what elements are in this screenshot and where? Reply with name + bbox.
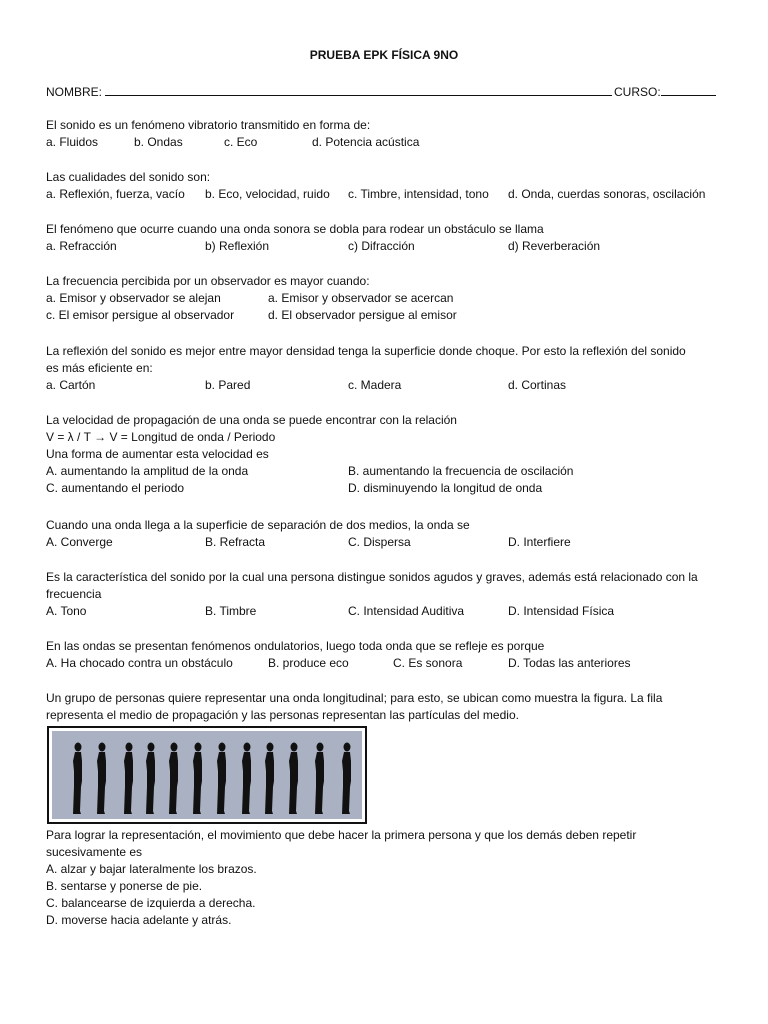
question-stem-line: Una forma de aumentar esta velocidad es (46, 447, 269, 461)
people-silhouettes (52, 731, 362, 819)
exam-title: PRUEBA EPK FÍSICA 9NO (309, 48, 459, 62)
question-stem: El fenómeno que ocurre cuando una onda sonora se dobla para rodear un obstáculo se llama (46, 222, 544, 236)
option-row (46, 480, 726, 497)
option-c: c) Difracción (348, 239, 415, 253)
person-silhouette (315, 743, 324, 815)
person-silhouette (242, 743, 251, 815)
option-b: b) Reflexión (205, 239, 270, 253)
option-a: a. Fluidos (46, 135, 99, 149)
course-blank-line (661, 83, 716, 96)
question-stem-line: es más eficiente en: (46, 361, 153, 375)
figure-background (52, 731, 362, 819)
option-c: C. Dispersa (348, 535, 411, 549)
option-row (46, 377, 726, 394)
question-10-intro (46, 690, 726, 724)
option-d: D. Intensidad Física (508, 604, 615, 618)
question-5 (46, 343, 726, 394)
option-b: B. sentarse y ponerse de pie. (46, 879, 203, 893)
question-3 (46, 221, 726, 255)
question-stem-line: Es la característica del sonido por la cual una persona distingue sonidos agudos y graves, además está relacionado con la (46, 570, 698, 584)
option-d: d) Reverberación (508, 239, 601, 253)
option-a: a. Reflexión, fuerza, vacío (46, 187, 185, 201)
option-a: A. Ha chocado contra un obstáculo (46, 656, 233, 670)
option-row (46, 238, 726, 255)
question-stem: La frecuencia percibida por un observador es mayor cuando: (46, 274, 370, 288)
option-a: a. Cartón (46, 378, 96, 392)
question-6 (46, 412, 726, 497)
question-2 (46, 169, 726, 203)
question-10 (46, 827, 726, 929)
question-4 (46, 273, 726, 324)
option-row (46, 463, 726, 480)
course-label: CURSO: (614, 85, 661, 99)
option-b: a. Emisor y observador se acercan (268, 291, 454, 305)
option-a: A. Tono (46, 604, 87, 618)
question-stem-line: Para lograr la representación, el movimiento que debe hacer la primera persona y que los demás deben repetir (46, 828, 637, 842)
question-stem-line: Un grupo de personas quiere representar una onda longitudinal; para esto, se ubican como muestra la figura. La fila (46, 691, 663, 705)
option-b: B. aumentando la frecuencia de oscilación (348, 464, 574, 478)
option-b: B. Refracta (205, 535, 266, 549)
person-silhouette (169, 743, 178, 815)
option-d: D. moverse hacia adelante y atrás. (46, 913, 232, 927)
question-stem-line: frecuencia (46, 587, 102, 601)
option-c: c. Eco (224, 135, 258, 149)
course-field (614, 83, 716, 101)
option-b: b. Eco, velocidad, ruido (205, 187, 330, 201)
option-c: c. Timbre, intensidad, tono (348, 187, 489, 201)
people-row-figure (47, 726, 367, 824)
question-9 (46, 638, 726, 672)
question-stem-line: sucesivamente es (46, 845, 143, 859)
person-silhouette (265, 743, 274, 815)
option-row (46, 186, 726, 203)
option-d: d. El observador persigue al emisor (268, 308, 457, 322)
student-info-line (46, 83, 726, 101)
question-stem-line: representa el medio de propagación y las personas representan las partículas del medio. (46, 708, 519, 722)
question-stem: Cuando una onda llega a la superficie de separación de dos medios, la onda se (46, 518, 470, 532)
person-silhouette (97, 743, 106, 815)
person-silhouette (342, 743, 351, 815)
option-row (46, 134, 726, 151)
option-d: d. Onda, cuerdas sonoras, oscilación (508, 187, 706, 201)
question-stem: El sonido es un fenómeno vibratorio transmitido en forma de: (46, 118, 371, 132)
option-d: D. Todas las anteriores (508, 656, 631, 670)
option-d: d. Cortinas (508, 378, 567, 392)
option-c: C. Es sonora (393, 656, 463, 670)
question-1 (46, 117, 726, 151)
option-c: C. balancearse de izquierda a derecha. (46, 896, 256, 910)
option-b: B. produce eco (268, 656, 349, 670)
name-blank-line (105, 83, 612, 96)
option-a: A. Converge (46, 535, 113, 549)
person-silhouette (217, 743, 226, 815)
option-row (46, 534, 726, 551)
person-silhouette (146, 743, 155, 815)
option-row (46, 655, 726, 672)
formula-line: V = λ / T → V = Longitud de onda / Periodo (46, 430, 276, 444)
option-c: C. aumentando el periodo (46, 481, 185, 495)
question-8 (46, 569, 726, 620)
option-row (46, 603, 726, 620)
option-b: B. Timbre (205, 604, 257, 618)
option-d: D. Interfiere (508, 535, 571, 549)
question-stem: En las ondas se presentan fenómenos ondulatorios, luego toda onda que se refleje es porque (46, 639, 545, 653)
option-c: c. Madera (348, 378, 402, 392)
option-b: b. Ondas (134, 135, 183, 149)
option-c: c. El emisor persigue al observador (46, 308, 235, 322)
option-c: C. Intensidad Auditiva (348, 604, 465, 618)
person-silhouette (124, 743, 133, 815)
person-silhouette (193, 743, 202, 815)
question-stem-line: La reflexión del sonido es mejor entre mayor densidad tenga la superficie donde choque. Por esto la reflexión del sonido (46, 344, 686, 358)
name-label: NOMBRE: (46, 85, 103, 99)
question-7 (46, 517, 726, 551)
option-d: D. disminuyendo la longitud de onda (348, 481, 543, 495)
person-silhouette (289, 743, 298, 815)
question-stem: Las cualidades del sonido son: (46, 170, 211, 184)
question-stem-line: La velocidad de propagación de una onda se puede encontrar con la relación (46, 413, 457, 427)
option-a: a. Emisor y observador se alejan (46, 291, 221, 305)
option-a: a. Refracción (46, 239, 117, 253)
option-b: b. Pared (205, 378, 251, 392)
option-d: d. Potencia acústica (312, 135, 420, 149)
person-silhouette (73, 743, 82, 815)
option-a: A. alzar y bajar lateralmente los brazos. (46, 862, 257, 876)
option-row (46, 290, 726, 307)
option-row (46, 307, 726, 324)
option-a: A. aumentando la amplitud de la onda (46, 464, 249, 478)
